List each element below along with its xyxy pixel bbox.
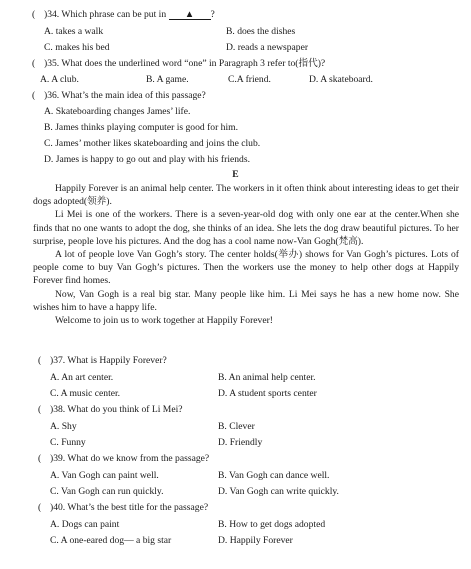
option-39-a: A. Van Gogh can paint well. [50,470,159,481]
option-35-b: B. A game. [146,74,189,85]
option-39-b: B. Van Gogh can dance well. [218,470,330,481]
option-34-c: C. makes his bed [44,42,110,53]
option-38-c: C. Funny [50,437,86,448]
question-40: ( )40. What’s the best title for the passage? [38,502,209,513]
passage-paragraph: Welcome to join us to work together at Happily Forever! [55,315,273,327]
question-40-text: What’s the best title for the passage? [67,502,209,513]
option-36-c: C. James’ mother likes skateboarding and joins the club. [44,138,261,149]
answer-blank: ▲ [169,10,211,20]
option-37-d: D. A student sports center [218,388,317,399]
question-38-text: What do you think of Li Mei? [67,404,183,415]
option-35-a: A. A club. [40,74,79,85]
question-37-text: What is Happily Forever? [67,355,167,366]
question-36-text: What’s the main idea of this passage? [61,90,206,101]
passage-paragraph: Happily Forever is an animal help center. The workers in it often think about interesting ideas to get their dogs adopted(领养). [33,183,459,208]
option-36-b: B. James thinks playing computer is good for him. [44,122,238,133]
question-39: ( )39. What do we know from the passage? [38,453,210,464]
passage-paragraph: Li Mei is one of the workers. There is a seven-year-old dog with only one ear at the center.When she finds that no one wants to adopt the dog, she thinks of an idea. She lets the dog draw beautiful pictures. To her surprise, people love his pictures. And the dog has a cool name now-Van Gogh(梵高). [33,209,459,247]
option-40-a: A. Dogs can paint [50,519,120,530]
reading-passage [33,182,459,327]
question-38: ( )38. What do you think of Li Mei? [38,404,183,415]
option-38-b: B. Clever [218,421,255,432]
question-37: ( )37. What is Happily Forever? [38,355,167,366]
option-37-a: A. An art center. [50,372,114,383]
question-35-text: What does the underlined word “one” in Paragraph 3 refer to(指代)? [61,58,326,69]
option-34-d: D. reads a newspaper [226,42,309,53]
option-35-c: C.A friend. [228,74,271,85]
option-40-d: D. Happily Forever [218,535,293,546]
question-35: ( )35. What does the underlined word “one” in Paragraph 3 refer to(指代)? [32,58,326,69]
option-36-d: D. James is happy to go out and play with his friends. [44,154,250,165]
option-39-d: D. Van Gogh can write quickly. [218,486,339,497]
option-34-b: B. does the dishes [226,26,296,37]
option-37-b: B. An animal help center. [218,372,316,383]
question-39-text: What do we know from the passage? [67,453,210,464]
option-38-a: A. Shy [50,421,77,432]
option-38-d: D. Friendly [218,437,263,448]
option-40-b: B. How to get dogs adopted [218,519,326,530]
option-34-a: A. takes a walk [44,26,104,37]
option-37-c: C. A music center. [50,388,121,399]
question-34-text: Which phrase can be put in [61,9,167,20]
passage-paragraph: Now, Van Gogh is a real big star. Many people like him. Li Mei says he has a new home now. She wishes him to have a happy life. [33,288,459,313]
question-36: ( )36. What’s the main idea of this passage? [32,90,206,101]
section-heading: E [232,169,239,180]
option-36-a: A. Skateboarding changes James’ life. [44,106,191,117]
question-34: ( )34. Which phrase can be put in ▲ ? [32,9,215,20]
option-40-c: C. A one-eared dog— a big star [50,535,172,546]
option-39-c: C. Van Gogh can run quickly. [50,486,164,497]
option-35-d: D. A skateboard. [309,74,373,85]
passage-paragraph: A lot of people love Van Gogh’s story. The center holds(举办) shows for Van Gogh’s pictures. Lots of people come to buy Van Gogh’s pictures. Then the workers use the money to help other dogs at Happily Forever find homes. [33,249,459,287]
